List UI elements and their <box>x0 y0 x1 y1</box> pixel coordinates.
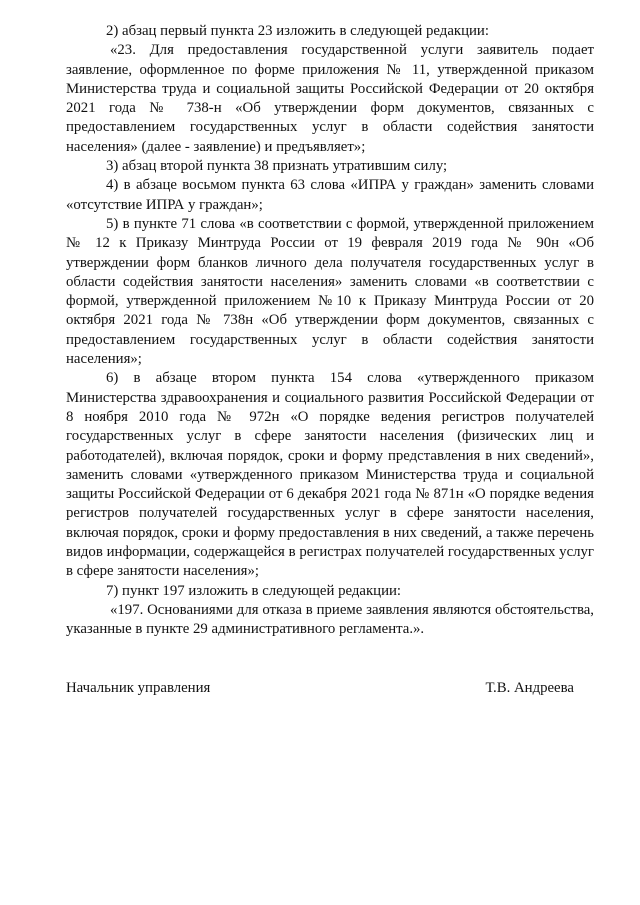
amendment-item-7: 7) пункт 197 изложить в следующей редакции: <box>106 582 402 599</box>
signature-position: Начальник управления <box>66 680 211 696</box>
signature-name: Т.В. Андреева <box>485 680 574 696</box>
amendment-item-7-quote: «197. Основаниями для отказа в приеме заявления являются обстоятельства, указанные в пункте 29 административного регламента.». <box>66 601 594 638</box>
amendment-item-2: 2) абзац первый пункта 23 изложить в следующей редакции: <box>106 23 489 39</box>
amendment-item-2-quote: «23. Для предоставления государственной услуги заявитель подает заявление, оформленное по форме приложения № 11, утвержденной приказом Министерства труда и социальной защиты Российской Федерации от 20 октября 2021 года № 738-н «Об утверждении форм документов, связанных с предоставлением государственных услуг в области содействия занятости населения» (далее - заявление) и предъявляет»; <box>66 42 594 155</box>
amendment-item-3: 3) абзац второй пункта 38 признать утратившим силу; <box>106 158 448 175</box>
amendment-item-6: 6) в абзаце втором пункта 154 слова «утвержденного приказом Министерства здравоохранения и социального развития Российской Федерации от 8 ноября 2010 года № 972н «О порядке ведения регистров получателей государственных услуг в сфере занятости населения (физических лиц и работодателей), включая порядок, сроки и форму представления в них сведений», заменить словами «утвержденного приказом Министерства труда и социальной защиты Российской Федерации от 6 декабря 2021 года № 871н «О порядке ведения регистров получателей государственных услуг в сфере занятости населения, включая порядок, сроки и форму предоставления в них сведений, а также перечень видов информации, содержащейся в регистрах получателей государственных услуг в сфере занятости населения»; <box>66 370 594 580</box>
amendment-item-5: 5) в пункте 71 слова «в соответствии с формой, утвержденной приложением № 12 к Приказу Минтруда России от 19 февраля 2019 года № 90н «Об утверждении форм бланков личного дела получателя государственных услуг в области содействия занятости населения» заменить словами «в соответствии с формой, утвержденной приложением №10 к Приказу Минтруда России от 20 октября 2021 года № 738н «Об утверждении форм документов, связанных с предоставлением государственных услуг в области содействия занятости населения»; <box>66 215 594 368</box>
amendment-item-4: 4) в абзаце восьмом пункта 63 слова «ИПРА у граждан» заменить словами «отсутствие ИПРА у граждан»; <box>66 177 594 213</box>
document-body <box>66 22 594 640</box>
